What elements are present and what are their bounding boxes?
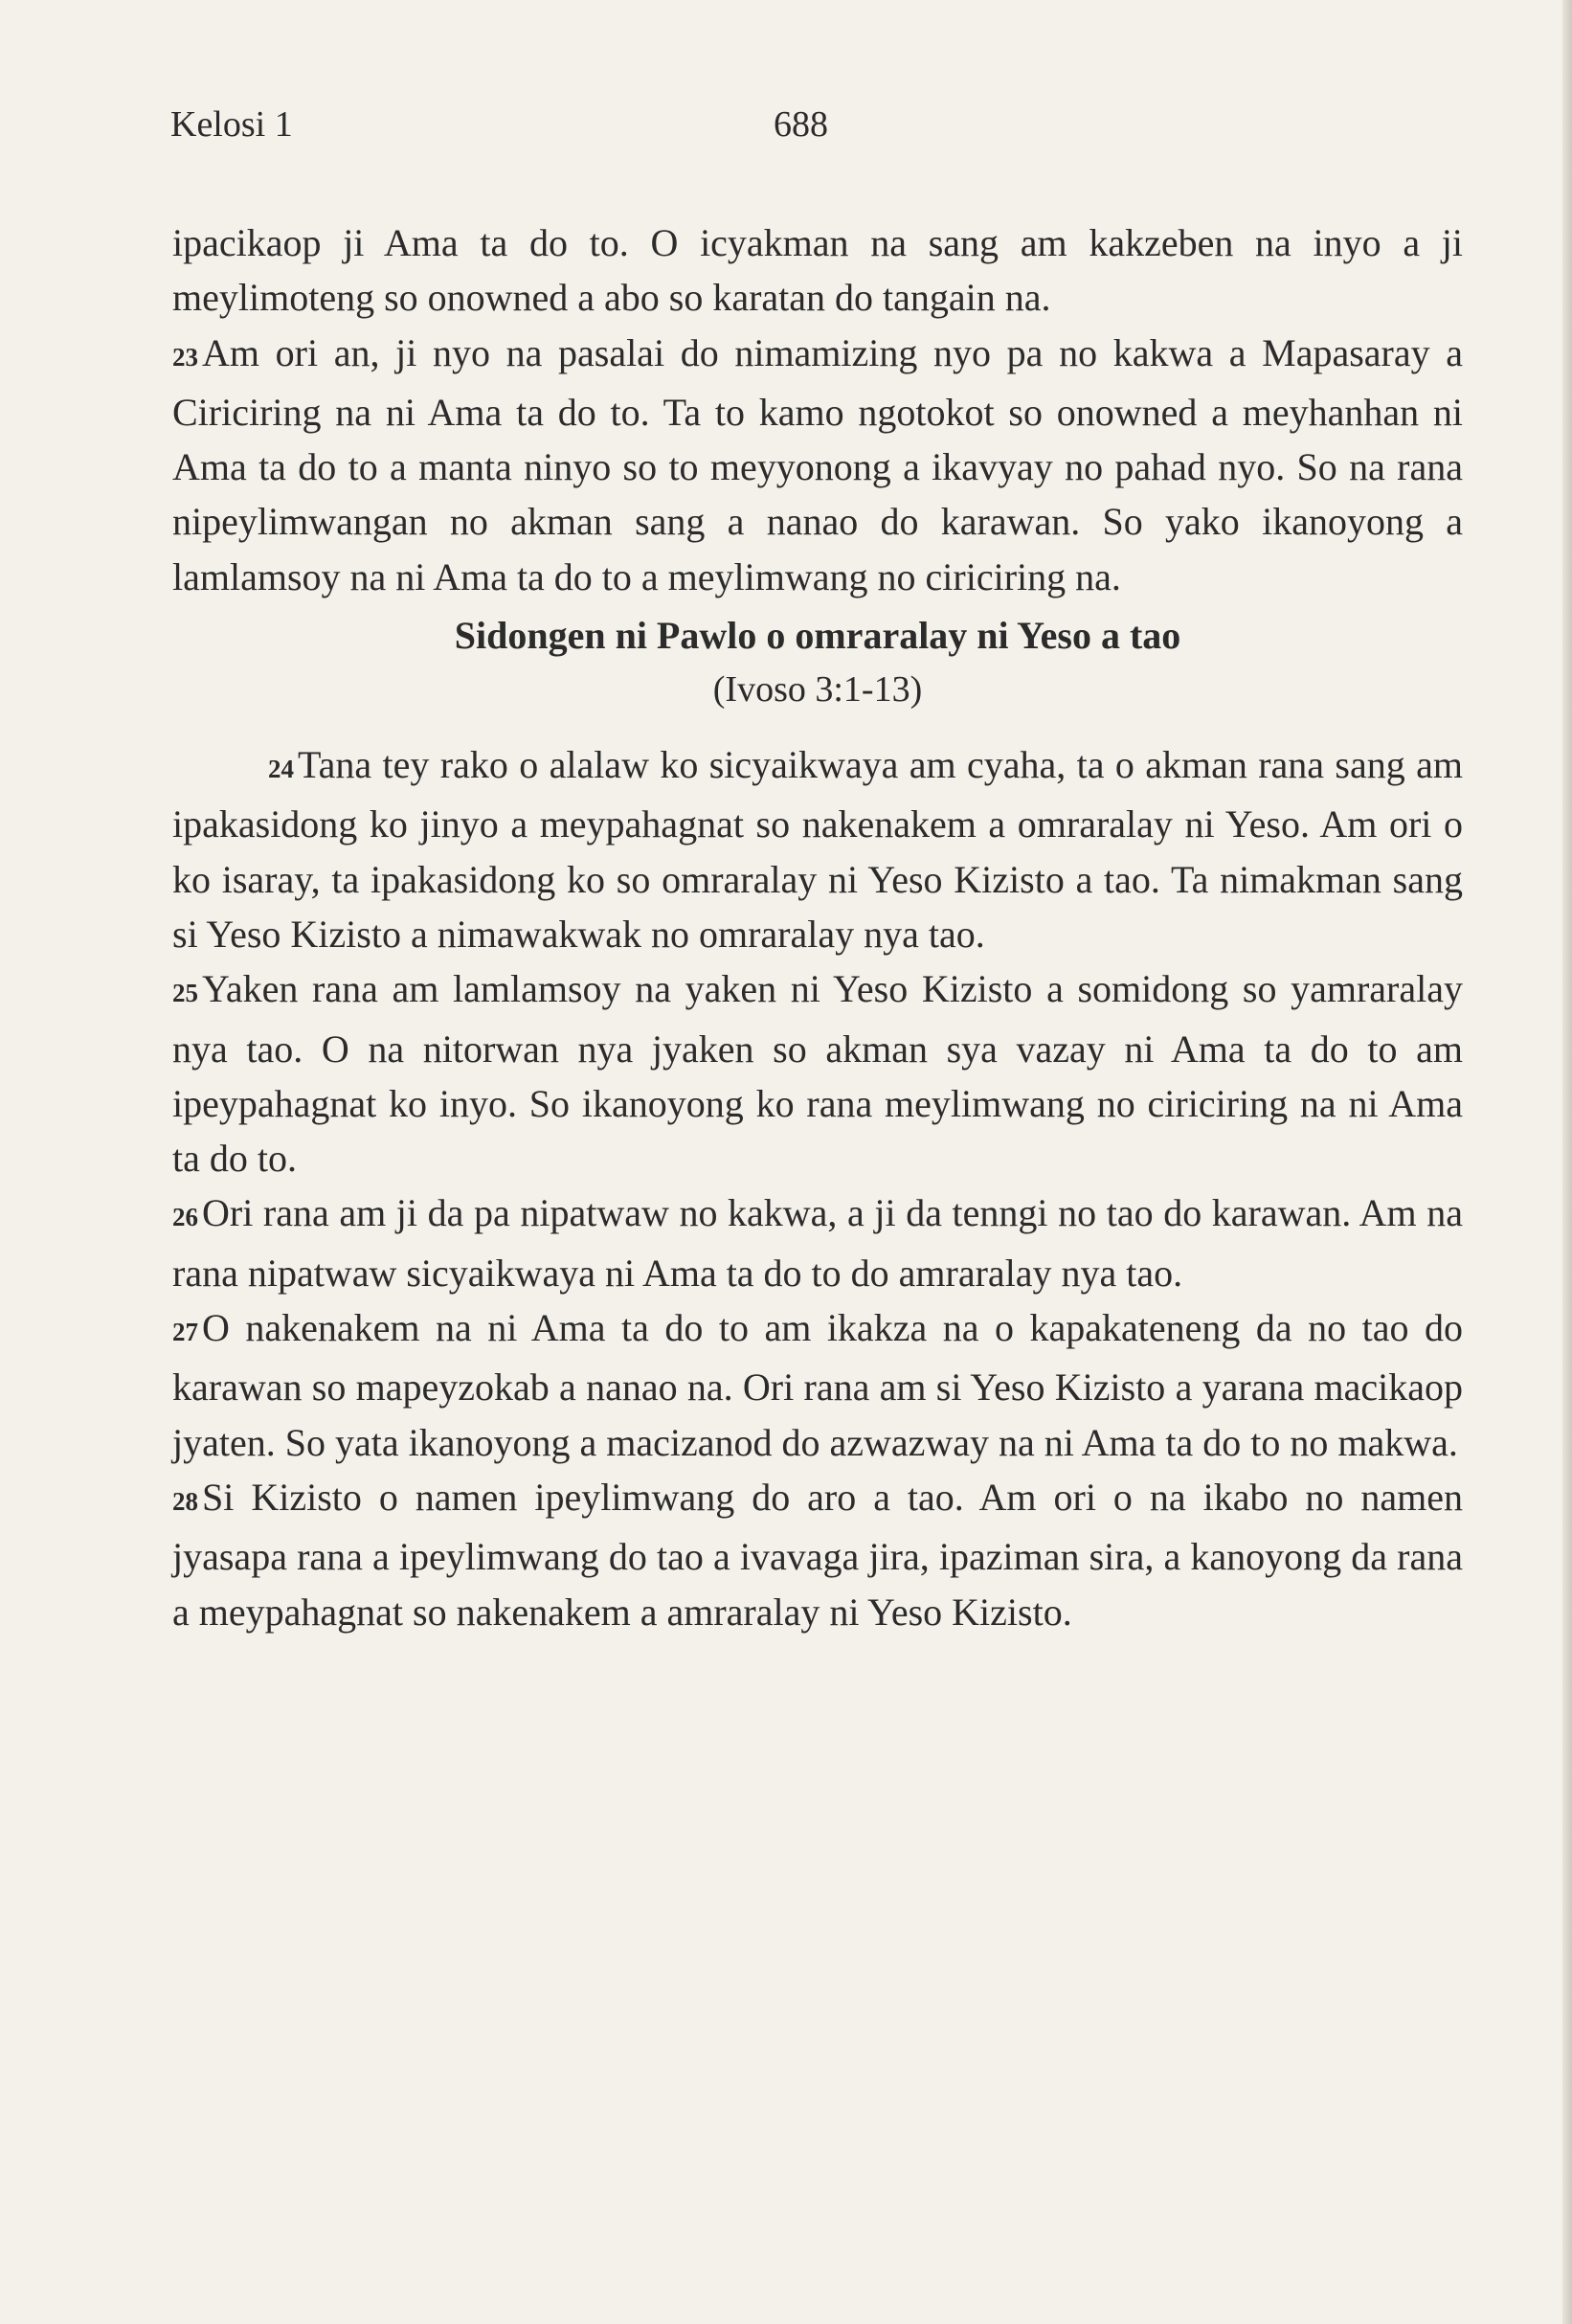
verse-number: 27 <box>172 1318 198 1347</box>
verse-text: Yaken rana am lamlamsoy na yaken ni Yeso Kizisto a somidong so yamraralay nya tao. O na nitorwan nya jyaken so akman sya vazay ni Ama ta do to am ipeypahagnat ko inyo. So ikanoyong ko rana meylimwang no ciriciring na ni Ama ta do to. <box>172 967 1463 1181</box>
verse-number: 25 <box>172 979 198 1008</box>
verse-text: Tana tey rako o alalaw ko sicyaikwaya am cyaha, ta o akman rana sang am ipakasidong ko jinyo a meypahagnat so nakenakem a omraralay ni Yeso. Am ori o ko isaray, ta ipakasidong ko so omraralay ni Yeso Kizisto a tao. Ta nimakman sang si Yeso Kizisto a nimawakwak no omraralay nya tao. <box>172 743 1463 956</box>
verse-text: O nakenakem na ni Ama ta do to am ikakza na o kapakateneng da no tao do karawan so mapeyzokab a nanao na. Ori rana am si Yeso Kizisto a yarana macikaop jyaten. So yata ikanoyong a macizanod do azwazway na ni Ama ta do to no makwa. <box>172 1306 1463 1464</box>
page-edge <box>1562 0 1572 2324</box>
verse-paragraph <box>172 1300 1463 1470</box>
verse-paragraph <box>172 737 1463 961</box>
paragraph-continued <box>172 215 1463 326</box>
verse-number: 28 <box>172 1486 198 1516</box>
verse-number: 26 <box>172 1203 198 1232</box>
verse-paragraph <box>172 961 1463 1185</box>
verse-paragraph <box>172 1470 1463 1639</box>
verse-paragraph <box>172 326 1463 604</box>
page-number: 688 <box>774 104 828 145</box>
verse-text: Am ori an, ji nyo na pasalai do nimamizing nyo pa no kakwa a Mapasaray a Ciriciring na ni Ama ta do to. Ta to kamo ngotokot so onowned a meyhanhan ni Ama ta do to a manta ninyo so to meyyonong a ikavyay no pahad nyo. So na rana nipeylimwangan no akman sang a nanao do karawan. So yako ikanoyong a lamlamsoy na ni Ama ta do to a meylimwang no ciriciring na. <box>172 330 1463 598</box>
book-chapter-label: Kelosi 1 <box>170 104 293 145</box>
verse-number: 24 <box>268 755 294 784</box>
paragraph-text: ipacikaop ji Ama ta do to. O icyakman na sang am kakzeben na inyo a ji meylimoteng so onowned a abo so karatan do tangain na. <box>172 221 1463 320</box>
section-heading: Sidongen ni Pawlo o omraralay ni Yeso a tao <box>454 614 1181 658</box>
verse-text: Ori rana am ji da pa nipatwaw no kakwa, a ji da tenngi no tao do karawan. Am na rana nipatwaw sicyaikwaya ni Ama ta do to do amraralay nya tao. <box>172 1191 1463 1295</box>
page-body <box>172 215 1463 1639</box>
verse-paragraph <box>172 1185 1463 1300</box>
verse-text: Si Kizisto o namen ipeylimwang do aro a tao. Am ori o na ikabo no namen jyasapa rana a ipeylimwang do tao a ivavaga jira, ipaziman sira, a kanoyong da rana a meypahagnat so nakenakem a amraralay ni Yeso Kizisto. <box>172 1475 1463 1634</box>
running-header <box>170 103 1463 151</box>
cross-reference: (Ivoso 3:1-13) <box>712 669 923 711</box>
verse-number: 23 <box>172 342 198 372</box>
